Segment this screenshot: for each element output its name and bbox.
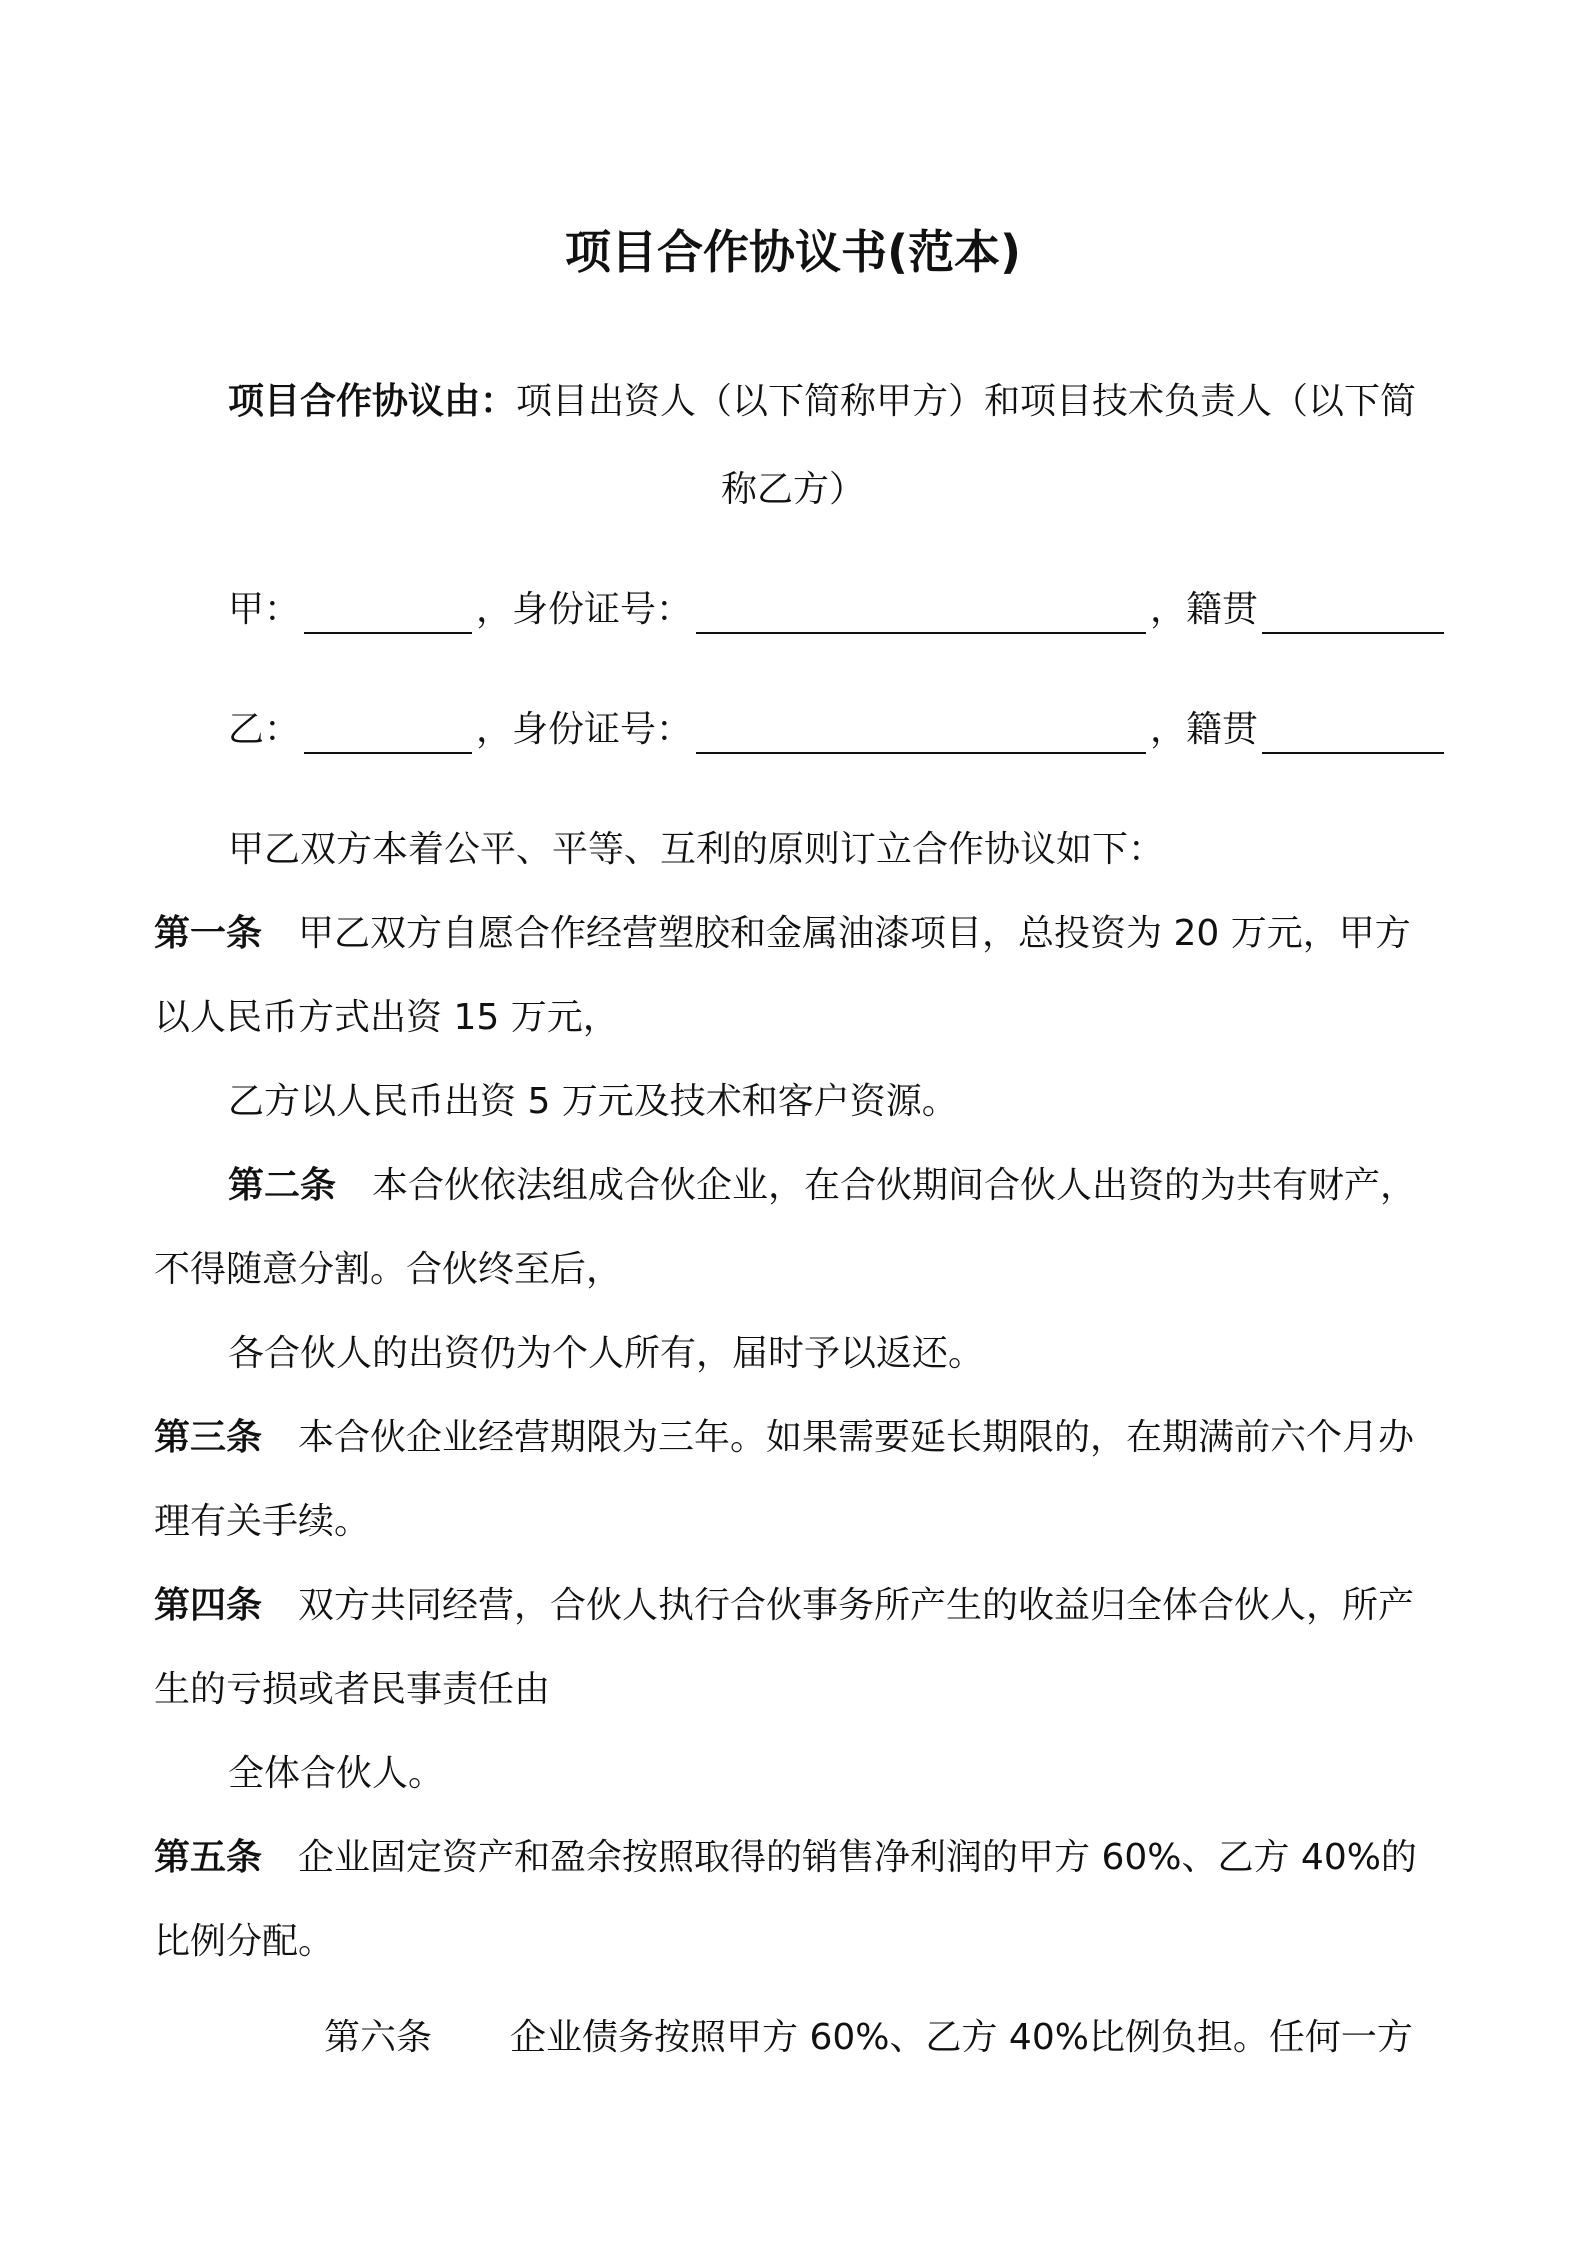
party-b-row [228,706,1448,754]
party-b-native-blank[interactable] [1262,708,1444,754]
party-a-row [228,586,1448,634]
article-1-line-1 [154,910,1411,958]
article-3-line-2: 理有关手续。 [154,1501,371,1542]
intro-text-1: 项目出资人（以下简称甲方）和项目技术负责人（以下简 [516,381,1417,422]
party-b-id-blank[interactable] [696,708,1146,754]
party-a-id-label: ，身份证号： [476,589,693,630]
intro-line-1 [228,378,1416,426]
intro-text-2: 称乙方） [720,469,865,510]
article-5-label: 第五条 [154,1837,263,1878]
article-2-label: 第二条 [228,1165,337,1206]
article-3-label: 第三条 [154,1417,263,1458]
document-title: 项目合作协议书(范本) [564,225,1022,279]
article-4-line-1 [154,1582,1414,1630]
preamble: 甲乙双方本着公平、平等、互利的原则订立合作协议如下： [228,829,1165,870]
article-6-line-1 [324,2014,1413,2062]
article-2-line-2: 不得随意分割。合伙终至后， [154,1249,623,1290]
article-5-text-1: 企业固定资产和盈余按照取得的销售净利润的甲方 60%、乙方 40%的 [298,1837,1417,1878]
article-4-label: 第四条 [154,1585,263,1626]
article-2-line-1 [228,1162,1416,1210]
article-3-text-1: 本合伙企业经营期限为三年。如果需要延长期限的，在期满前六个月办 [298,1417,1415,1458]
party-b-name-blank[interactable] [304,708,472,754]
article-5-line-1 [154,1834,1417,1882]
party-b-native-label: ，籍贯 [1150,709,1259,750]
article-3-line-1 [154,1414,1414,1462]
party-a-native-blank[interactable] [1262,588,1444,634]
party-a-label: 甲： [228,589,301,630]
party-a-name-blank[interactable] [304,588,472,634]
article-1-line-2: 以人民币方式出资 15 万元， [154,997,619,1038]
article-4-line-3: 全体合伙人。 [228,1753,445,1794]
party-b-id-label: ，身份证号： [476,709,693,750]
party-a-id-blank[interactable] [696,588,1146,634]
party-b-label: 乙： [228,709,301,750]
article-2-text-1: 本合伙依法组成合伙企业，在合伙期间合伙人出资的为共有财产， [372,1165,1417,1206]
article-1-text-1: 甲乙双方自愿合作经营塑胶和金属油漆项目，总投资为 20 万元，甲方 [298,913,1411,954]
intro-lead: 项目合作协议由： [228,381,517,422]
article-1-label: 第一条 [154,913,263,954]
article-4-line-2: 生的亏损或者民事责任由 [154,1669,551,1710]
article-6-text-1: 企业债务按照甲方 60%、乙方 40%比例负担。任何一方 [510,2017,1413,2058]
intro-line-2 [0,466,1586,514]
article-1-line-3: 乙方以人民币出资 5 万元及技术和客户资源。 [228,1081,958,1122]
party-a-native-label: ，籍贯 [1150,589,1259,630]
article-6-label: 第六条 [324,2017,433,2058]
article-5-line-2: 比例分配。 [154,1921,335,1962]
article-2-line-3: 各合伙人的出资仍为个人所有，届时予以返还。 [228,1333,985,1374]
article-4-text-1: 双方共同经营，合伙人执行合伙事务所产生的收益归全体合伙人，所产 [298,1585,1415,1626]
